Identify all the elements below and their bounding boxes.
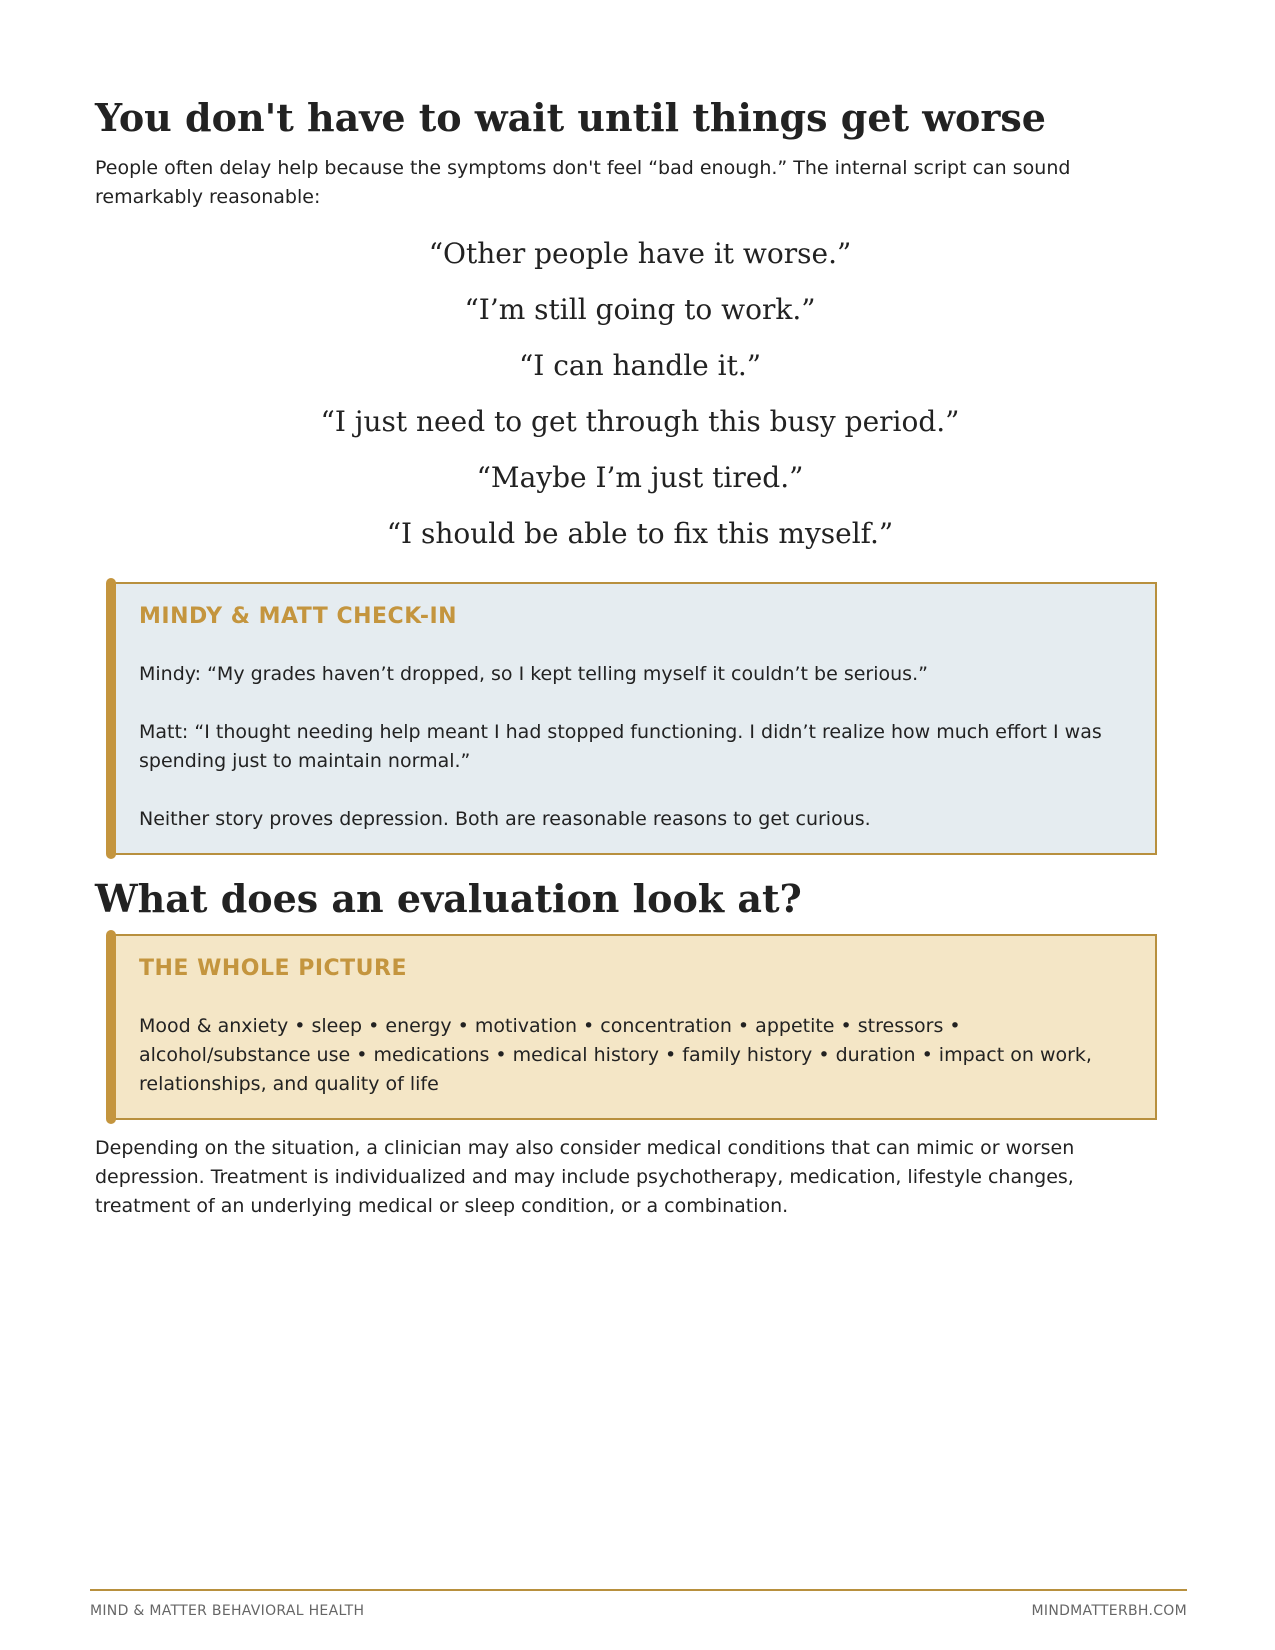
quote-item: “I should be able to fix this myself.”: [386, 517, 894, 550]
quote-list: [95, 226, 1185, 562]
quote-item: “I’m still going to work.”: [464, 293, 816, 326]
intro-paragraph: People often delay help because the symptoms don't feel “bad enough.” The internal script can sound remarkably reasonable:: [95, 157, 1071, 208]
quote-item: “Other people have it worse.”: [428, 237, 852, 270]
quote-item: “Maybe I’m just tired.”: [476, 461, 804, 494]
section-heading-wait: You don't have to wait until things get worse: [95, 95, 1046, 140]
whole-picture-body: Mood & anxiety • sleep • energy • motivation • concentration • appetite • stressors • alcohol/substance use • medications • medical history • family history • duration • impact on work, relationships, and quality of life: [139, 1015, 1092, 1095]
check-in-title: MINDY & MATT CHECK-IN: [139, 604, 458, 629]
quote-item: “I just need to get through this busy period.”: [320, 405, 960, 438]
check-in-callout: [107, 582, 1157, 855]
footer-org-name: MIND & MATTER BEHAVIORAL HEALTH: [90, 1603, 365, 1619]
check-in-matt-quote: Matt: “I thought needing help meant I had stopped functioning. I didn’t realize how much effort I was spending just to maintain normal.”: [139, 721, 1102, 772]
quote-item: “I can handle it.”: [518, 349, 762, 382]
footer-divider: [90, 1589, 1187, 1591]
section-heading-evaluation: What does an evaluation look at?: [95, 876, 802, 921]
whole-picture-callout: [107, 934, 1157, 1120]
closing-paragraph: Depending on the situation, a clinician may also consider medical conditions that can mimic or worsen depression. Treatment is individualized and may include psychotherapy, medication, lifestyle changes, treatment of an underlying medical or sleep condition, or a combination.: [95, 1137, 1075, 1217]
whole-picture-title: THE WHOLE PICTURE: [139, 956, 407, 981]
footer-website: MINDMATTERBH.COM: [1031, 1603, 1187, 1619]
check-in-summary: Neither story proves depression. Both are reasonable reasons to get curious.: [139, 808, 871, 830]
check-in-mindy-quote: Mindy: “My grades haven’t dropped, so I kept telling myself it couldn’t be serious.”: [139, 663, 928, 685]
